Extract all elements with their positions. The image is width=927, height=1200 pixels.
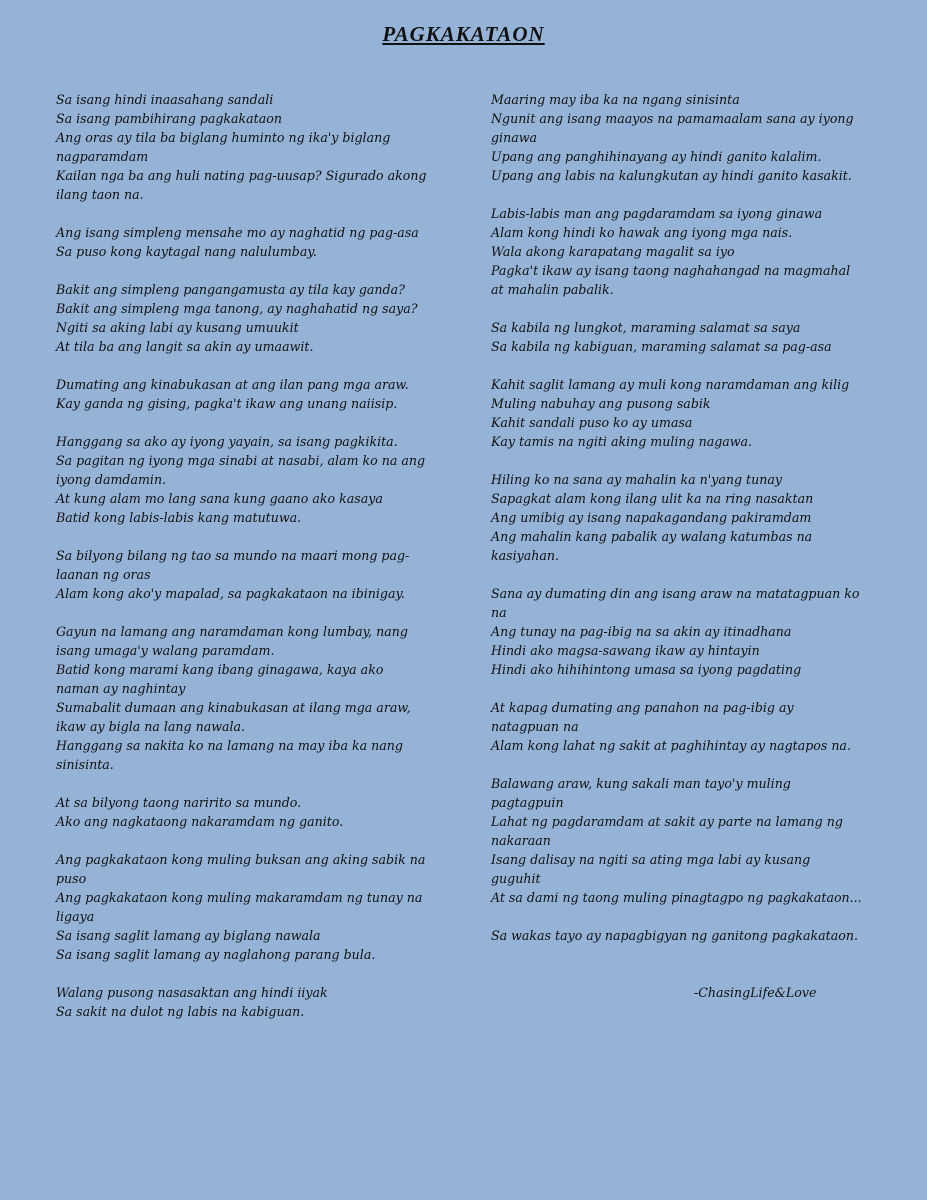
poem-line: Sa pagitan ng iyong mga sinabi at nasabi, alam ko na ang — [56, 453, 426, 468]
poem-line: puso — [56, 871, 87, 886]
poem-line: Ang pagkakataon kong muling makaramdam ng tunay na — [56, 890, 423, 905]
poem-line: iyong damdamin. — [56, 472, 167, 487]
poem-line: ilang taon na. — [56, 187, 144, 202]
poem-line: nakaraan — [491, 833, 551, 848]
author-signature: -ChasingLife&Love — [694, 985, 817, 1000]
stanza — [491, 774, 883, 907]
poem-line: sinisinta. — [56, 757, 114, 772]
poem-line: Kay ganda ng gising, pagka't ikaw ang unang naiisip. — [56, 396, 398, 411]
poem-line: Ako ang nagkataong nakaramdam ng ganito. — [56, 814, 344, 829]
stanza — [56, 983, 448, 1021]
poem-line: Sana ay dumating din ang isang araw na matatagpuan ko — [491, 586, 860, 601]
poem-line: Kahit saglit lamang ay muli kong naramdaman ang kilig — [491, 377, 850, 392]
poem-line: Ang umibig ay isang napakagandang pakiramdam — [491, 510, 812, 525]
poem-line: ligaya — [56, 909, 95, 924]
poem-title: PAGKAKATAON — [382, 22, 545, 46]
poem-line: Isang dalisay na ngiti sa ating mga labi ay kusang — [491, 852, 811, 867]
poem-line: Sapagkat alam kong ilang ulit ka na ring nasaktan — [491, 491, 814, 506]
poem-line: Sa bilyong bilang ng tao sa mundo na maari mong pag- — [56, 548, 410, 563]
poem-line: Dumating ang kinabukasan at ang ilan pang mga araw. — [56, 377, 409, 392]
poem-line: Sa isang hindi inaasahang sandali — [56, 92, 274, 107]
poem-line: Sa sakit na dulot ng labis na kabiguan. — [56, 1004, 305, 1019]
poem-line: Ang pagkakataon kong muling buksan ang aking sabik na — [56, 852, 426, 867]
poem-line: Kahit sandali puso ko ay umasa — [491, 415, 693, 430]
poem-line: Sa isang saglit lamang ay naglahong parang bula. — [56, 947, 376, 962]
poem-line: Bakit ang simpleng pangangamusta ay tila kay ganda? — [56, 282, 405, 297]
poem-line: Hindi ako hihihintong umasa sa iyong pagdating — [491, 662, 802, 677]
stanza — [491, 926, 883, 945]
poem-line: Hiling ko na sana ay mahalin ka n'yang tunay — [491, 472, 782, 487]
poem-line: Upang ang panghihinayang ay hindi ganito kalalim. — [491, 149, 822, 164]
poem-line: Ang oras ay tila ba biglang huminto ng ika'y biglang — [56, 130, 391, 145]
poem-line: Sa puso kong kaytagal nang nalulumbay. — [56, 244, 317, 259]
poem-line: Alam kong ako'y mapalad, sa pagkakataon na ibinigay. — [56, 586, 405, 601]
stanza — [491, 470, 883, 565]
poem-line: Sa isang saglit lamang ay biglang nawala — [56, 928, 321, 943]
poem-line: Hanggang sa ako ay iyong yayain, sa isang pagkikita. — [56, 434, 398, 449]
stanza — [56, 546, 448, 603]
poem-line: isang umaga'y walang paramdam. — [56, 643, 275, 658]
poem-line: Hanggang sa nakita ko na lamang na may iba ka nang — [56, 738, 403, 753]
poem-line: Sa kabila ng kabiguan, maraming salamat sa pag-asa — [491, 339, 832, 354]
poem-line: Maaring may iba ka na ngang sinisinta — [491, 92, 740, 107]
poem-line: Ang isang simpleng mensahe mo ay naghatid ng pag-asa — [56, 225, 419, 240]
poem-right-column — [491, 90, 883, 964]
stanza — [56, 223, 448, 261]
stanza — [56, 622, 448, 774]
poem-line: Sa wakas tayo ay napagbigyan ng ganitong pagkakataon. — [491, 928, 858, 943]
poem-line: Pagka't ikaw ay isang taong naghahangad na magmahal — [491, 263, 851, 278]
poem-line: Kailan nga ba ang huli nating pag-uusap? Sigurado akong — [56, 168, 427, 183]
stanza — [56, 850, 448, 964]
stanza — [491, 698, 883, 755]
poem-line: Ang mahalin kang pabalik ay walang katumbas na — [491, 529, 813, 544]
poem-line: Ngunit ang isang maayos na pamamaalam sana ay iyong — [491, 111, 854, 126]
poem-line: Wala akong karapatang magalit sa iyo — [491, 244, 735, 259]
poem-line: Batid kong marami kang ibang ginagawa, kaya ako — [56, 662, 384, 677]
poem-line: naman ay naghintay — [56, 681, 186, 696]
stanza — [56, 432, 448, 527]
poem-line: Sa isang pambihirang pagkakataon — [56, 111, 282, 126]
poem-line: At kapag dumating ang panahon na pag-ibig ay — [491, 700, 794, 715]
stanza — [56, 793, 448, 831]
poem-line: nagparamdam — [56, 149, 149, 164]
stanza — [491, 584, 883, 679]
stanza — [491, 90, 883, 185]
poem-line: guguhit — [491, 871, 541, 886]
poem-line: kasiyahan. — [491, 548, 559, 563]
poem-line: Walang pusong nasasaktan ang hindi iiyak — [56, 985, 328, 1000]
poem-line: natagpuan na — [491, 719, 579, 734]
poem-line: Upang ang labis na kalungkutan ay hindi ganito kasakit. — [491, 168, 852, 183]
poem-line: Bakit ang simpleng mga tanong, ay naghahatid ng saya? — [56, 301, 418, 316]
poem-line: Batid kong labis-labis kang matutuwa. — [56, 510, 302, 525]
poem-line: Alam kong hindi ko hawak ang iyong mga nais. — [491, 225, 793, 240]
stanza — [56, 90, 448, 204]
poem-line: Muling nabuhay ang pusong sabik — [491, 396, 711, 411]
poem-left-column — [56, 90, 448, 1040]
poem-line: at mahalin pabalik. — [491, 282, 614, 297]
poem-line: At sa bilyong taong naririto sa mundo. — [56, 795, 302, 810]
poem-line: At kung alam mo lang sana kung gaano ako kasaya — [56, 491, 383, 506]
poem-line: Ngiti sa aking labi ay kusang umuukit — [56, 320, 299, 335]
stanza — [491, 204, 883, 299]
poem-line: Alam kong lahat ng sakit at paghihintay ay nagtapos na. — [491, 738, 851, 753]
poem-line: At tila ba ang langit sa akin ay umaawit. — [56, 339, 314, 354]
poem-line: ikaw ay bigla na lang nawala. — [56, 719, 246, 734]
stanza — [491, 375, 883, 451]
poem-line: Ang tunay na pag-ibig na sa akin ay itinadhana — [491, 624, 792, 639]
poem-line: laanan ng oras — [56, 567, 151, 582]
poem-line: Sa kabila ng lungkot, maraming salamat sa saya — [491, 320, 801, 335]
poem-line: Lahat ng pagdaramdam at sakit ay parte na lamang ng — [491, 814, 843, 829]
poem-line: pagtagpuin — [491, 795, 564, 810]
stanza — [56, 375, 448, 413]
poem-line: Sumabalit dumaan ang kinabukasan at ilang mga araw, — [56, 700, 411, 715]
poem-line: At sa dami ng taong muling pinagtagpo ng pagkakataon... — [491, 890, 862, 905]
poem-line: Labis-labis man ang pagdaramdam sa iyong ginawa — [491, 206, 823, 221]
poem-line: Gayun na lamang ang naramdaman kong lumbay, nang — [56, 624, 408, 639]
poem-line: Kay tamis na ngiti aking muling nagawa. — [491, 434, 753, 449]
stanza — [56, 280, 448, 356]
poem-line: Hindi ako magsa-sawang ikaw ay hintayin — [491, 643, 760, 658]
poem-line: Balawang araw, kung sakali man tayo'y muling — [491, 776, 791, 791]
poem-line: ginawa — [491, 130, 537, 145]
poem-line: na — [491, 605, 507, 620]
stanza — [491, 318, 883, 356]
